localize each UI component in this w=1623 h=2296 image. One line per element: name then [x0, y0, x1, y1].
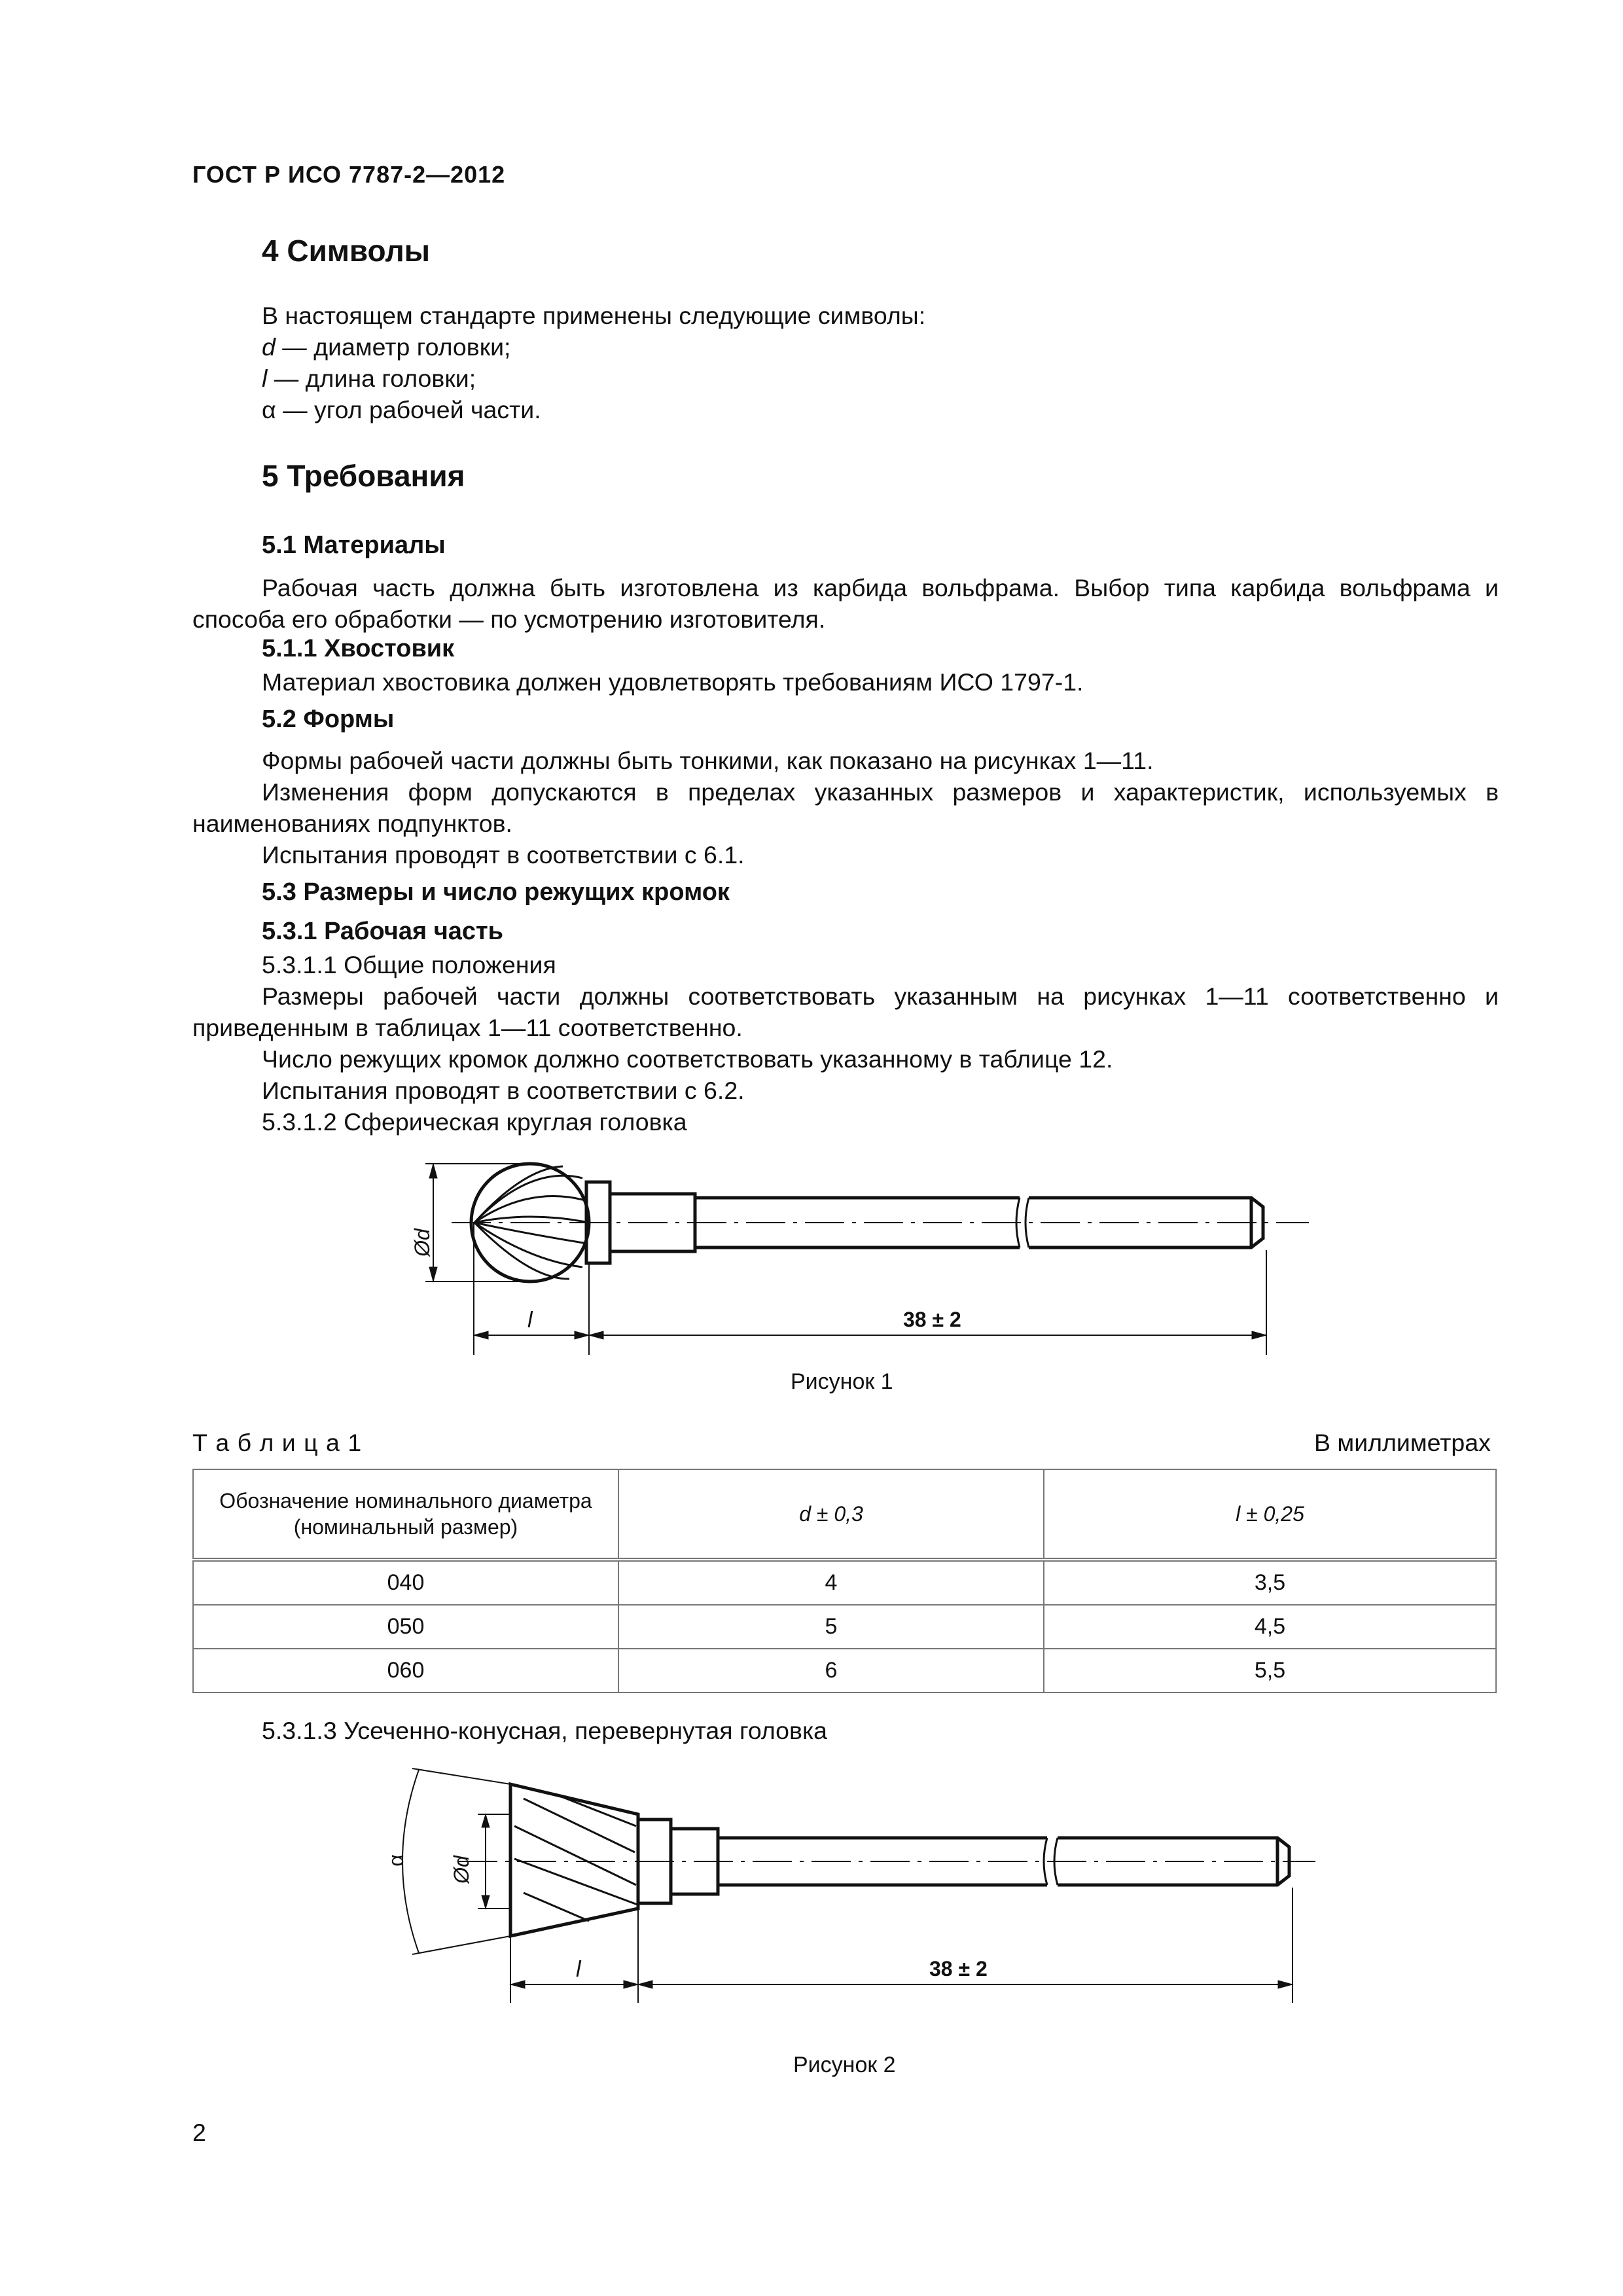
- standard-id: ГОСТ Р ИСО 7787-2—2012: [192, 161, 506, 188]
- section-5-3-title: 5.3 Размеры и число режущих кромок: [262, 878, 730, 906]
- symbol-l-sym: l: [262, 365, 268, 392]
- section-5-3-1-title: 5.3.1 Рабочая часть: [262, 918, 504, 945]
- symbol-l-text: — длина головки;: [267, 365, 476, 392]
- symbol-alpha: [262, 394, 541, 425]
- section-5-3-1-3-title: 5.3.1.3 Усеченно-конусная, перевернутая головка: [262, 1717, 828, 1744]
- table-1-header-l: l ± 0,25: [1044, 1469, 1496, 1560]
- figure-2-alpha-label: α: [383, 1854, 408, 1867]
- figure-2-caption: Рисунок 2: [793, 2053, 896, 2077]
- figure-2-cone-head: [510, 1784, 638, 1936]
- symbol-d: [262, 331, 510, 363]
- section-5-3-1-1-title: 5.3.1.1 Общие положения: [262, 951, 556, 978]
- figure-1-l-label: l: [527, 1308, 533, 1333]
- table-cell: 3,5: [1044, 1560, 1496, 1605]
- figure-2-d-label: Ød: [449, 1856, 473, 1884]
- section-5-2-text3: Испытания проводят в соответствии с 6.1.: [262, 841, 745, 869]
- figure-1-caption: Рисунок 1: [791, 1369, 893, 1394]
- table-row: [193, 1605, 1496, 1649]
- section-5-1-1-title: 5.1.1 Хвостовик: [262, 635, 455, 662]
- section-5-2-title: 5.2 Формы: [262, 706, 395, 733]
- section-5-title: 5 Требования: [262, 459, 465, 493]
- table-1-header-d: d ± 0,3: [618, 1469, 1044, 1560]
- table-1-header-row: [193, 1469, 1496, 1560]
- table-1-header-designation: Обозначение номинального диаметра (номинальный размер): [193, 1469, 618, 1560]
- page-number: 2: [192, 2119, 206, 2146]
- section-5-3-1-1-text2: Число режущих кромок должно соответствовать указанному в таблице 12.: [262, 1045, 1113, 1073]
- section-5-2-text1: Формы рабочей части должны быть тонкими, как показано на рисунках 1—11.: [262, 747, 1154, 774]
- figure-1-length-label: 38 ± 2: [903, 1308, 961, 1331]
- table-cell: 6: [618, 1649, 1044, 1693]
- symbol-alpha-text: — угол рабочей части.: [276, 396, 541, 423]
- symbol-alpha-sym: α: [262, 396, 276, 423]
- figure-2: [393, 1754, 1322, 2016]
- figure-2-l-label: l: [576, 1957, 581, 1982]
- section-5-1-1-text: Материал хвостовика должен удовлетворять требованиям ИСО 1797-1.: [262, 668, 1084, 696]
- table-1-label: Т а б л и ц а 1: [192, 1429, 363, 1456]
- table-1-units: В миллиметрах: [1314, 1429, 1491, 1456]
- symbol-d-text: — диаметр головки;: [275, 333, 511, 361]
- section-5-3-1-1-text3: Испытания проводят в соответствии с 6.2.: [262, 1077, 745, 1104]
- table-row: [193, 1649, 1496, 1693]
- table-cell: 5,5: [1044, 1649, 1496, 1693]
- figure-2-flutes: [514, 1795, 637, 1921]
- table-1: [192, 1469, 1497, 1693]
- section-5-1-text: Рабочая часть должна быть изготовлена из карбида вольфрама. Выбор типа карбида вольфрама и способа его обработки — по усмотрению изготовителя.: [192, 574, 1499, 633]
- figure-2-length-label: 38 ± 2: [929, 1957, 988, 1981]
- table-cell: 4,5: [1044, 1605, 1496, 1649]
- section-4-title: 4 Символы: [262, 234, 431, 268]
- table-cell: 4: [618, 1560, 1044, 1605]
- table-cell: 5: [618, 1605, 1044, 1649]
- table-row: [193, 1560, 1496, 1605]
- section-5-1-title: 5.1 Материалы: [262, 531, 446, 559]
- symbol-d-sym: d: [262, 333, 276, 361]
- table-cell: 060: [193, 1649, 618, 1693]
- symbol-l: [262, 363, 476, 394]
- section-4-intro: В настоящем стандарте применены следующие символы:: [262, 302, 926, 329]
- section-5-3-1-1-text1: Размеры рабочей части должны соответствовать указанным на рисунках 1—11 соответственно и приведенным в таблицах 1—11 соответственно.: [192, 982, 1499, 1041]
- table-cell: 050: [193, 1605, 618, 1649]
- table-cell: 040: [193, 1560, 618, 1605]
- section-5-3-1-2-title: 5.3.1.2 Сферическая круглая головка: [262, 1108, 687, 1136]
- figure-1-d-label: Ød: [410, 1229, 434, 1257]
- section-5-2-text2: Изменения форм допускаются в пределах указанных размеров и характеристик, используемых в наименованиях подпунктов.: [192, 778, 1499, 837]
